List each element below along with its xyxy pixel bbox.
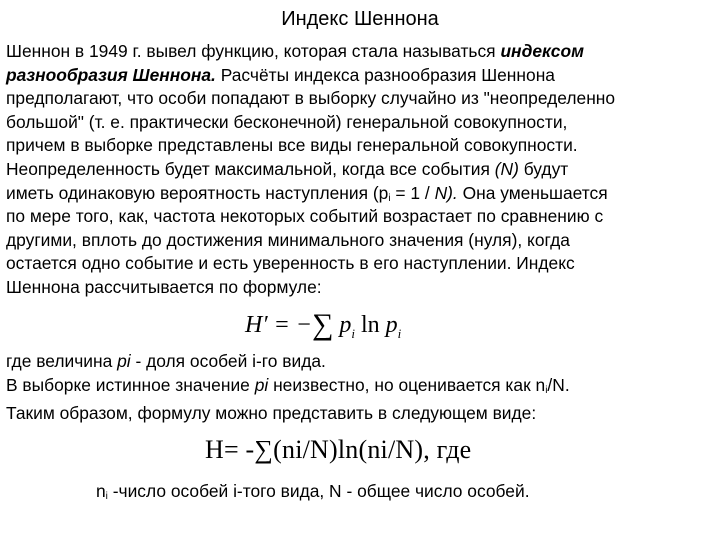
text-line: по мере того, как, частота некоторых событий возрастает по сравнению с [6,206,604,227]
text-line: другими, вплоть до достижения минимального значения (нуля), когда [6,229,570,250]
shannon-formula-estimate: H= -∑(ni/N)ln(ni/N), где [205,435,472,464]
page-title: Индекс Шеннона [281,8,439,30]
text-line: большой" (т. е. практически бесконечной) генеральной совокупности, [6,111,568,132]
text-line: остается одно событие и есть уверенность в его наступлении. Индекс [6,253,575,274]
text-line: предполагают, что особи попадают в выборку случайно из "неопределенно [6,88,616,109]
text-line: В выборке истинное значение pi неизвестно, но оценивается как $n_i/N$. [6,374,570,396]
text-line: Шеннона рассчитывается по формуле: [6,276,322,297]
text-line: Таким образом, формулу можно представить в следующем виде: [6,403,537,424]
intro-paragraph [6,40,718,300]
text-line: Неопределенность будет максимальной, когда все события (N) будут [6,158,569,179]
text-line: Шеннон в 1949 г. вывел функцию, которая стала называться индексом [6,41,584,61]
shannon-formula: H′ = −∑ $p_i$ $\ln p_i$ [245,308,402,341]
text-line: где величина pi - доля особей i-го вида. [6,351,326,371]
explanation-paragraph [6,350,718,426]
text-line: причем в выборке представлены все виды генеральной совокупности. [6,135,578,156]
text-line: иметь одинаковую вероятность наступления $(p_i = 1 / N)$. Она уменьшается [6,182,608,204]
footnote: $n_i$ -число особей i-того вида, N - общее число особей. [96,481,530,502]
text-line: разнообразия Шеннона. Расчёты индекса разнообразия Шеннона [6,64,555,85]
